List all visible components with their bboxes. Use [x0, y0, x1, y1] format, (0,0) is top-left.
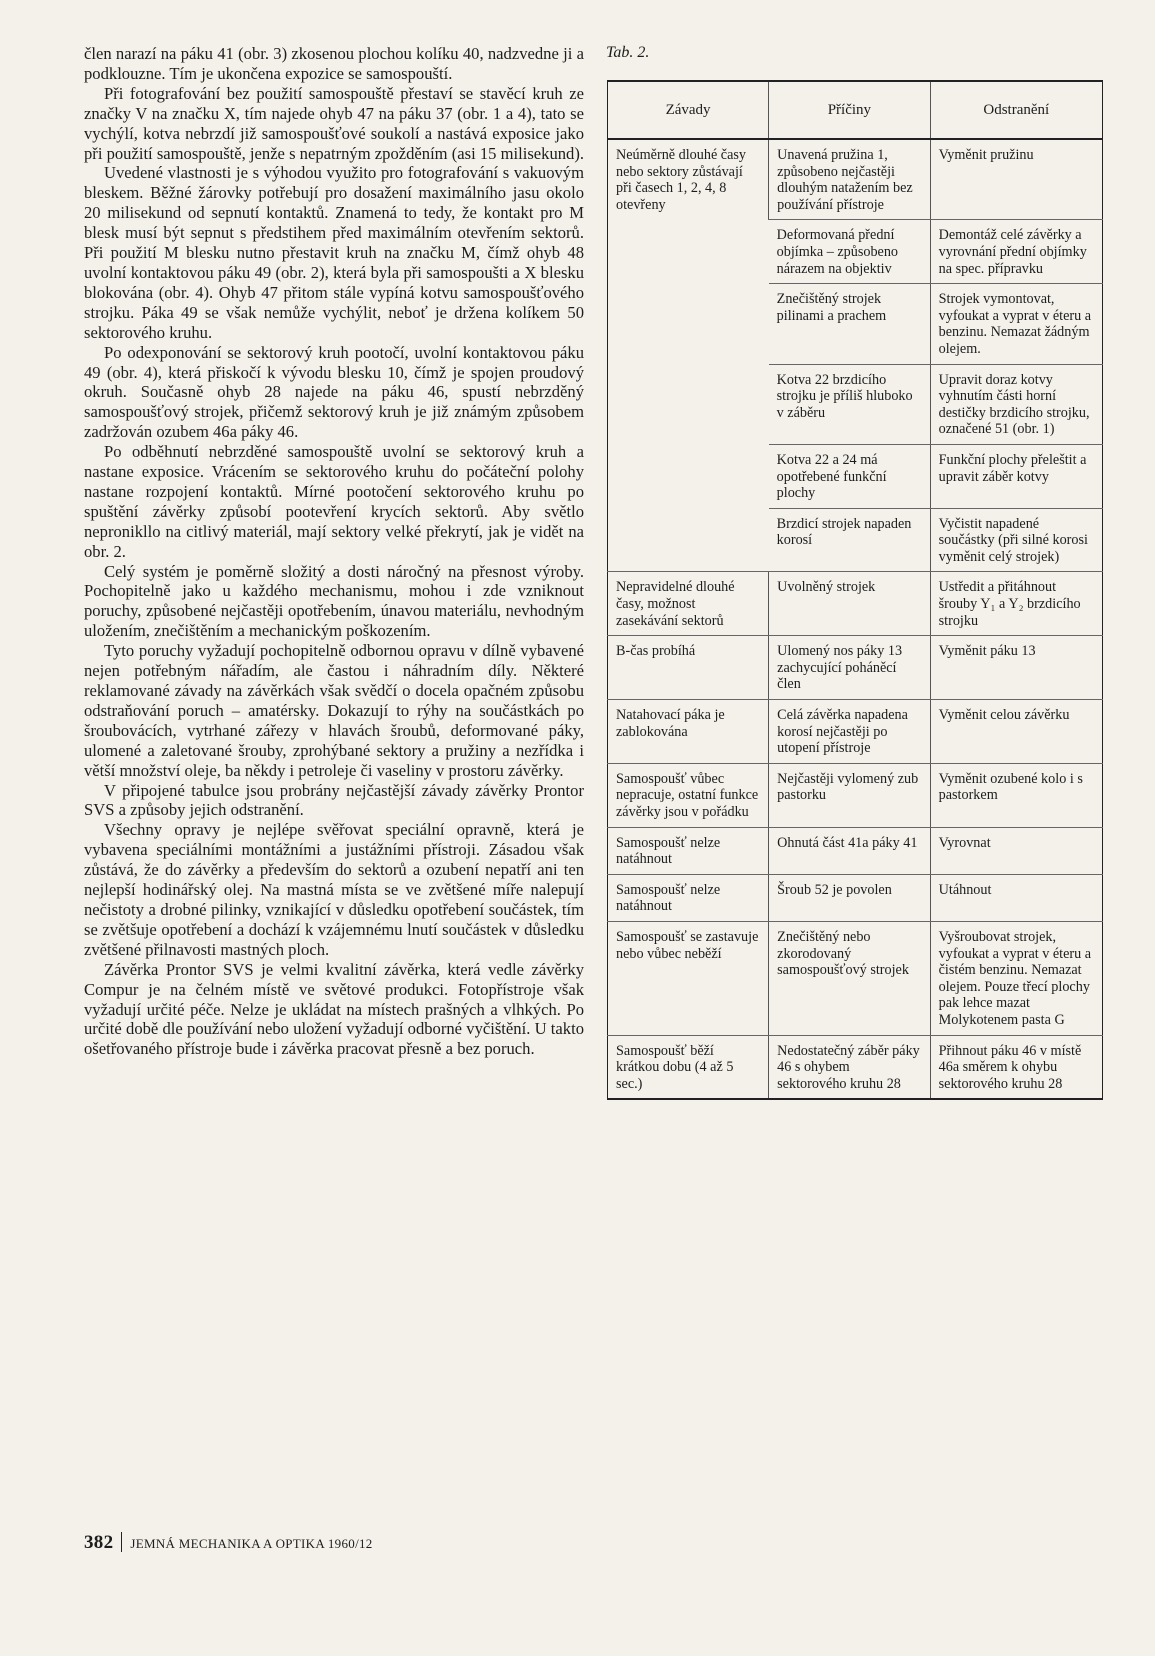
cause-cell: Šroub 52 je povolen	[769, 874, 930, 921]
remedy-cell: Upravit doraz kotvy vyhnutím části horní destičky brzdicího strojku, označené 51 (obr. 1)	[930, 364, 1102, 444]
fault-cell: B-čas probíhá	[608, 636, 769, 700]
cause-cell: Deformovaná přední objímka – způsobeno nárazem na objektiv	[769, 220, 930, 284]
table-row	[608, 572, 1103, 636]
cause-cell: Brzdicí strojek napaden korosí	[769, 508, 930, 572]
remedy-cell: Vyměnit ozubené kolo i s pastorkem	[930, 763, 1102, 827]
fault-cell: Samospoušť nelze natáhnout	[608, 874, 769, 921]
cause-cell: Nejčastěji vylomený zub pastorku	[769, 763, 930, 827]
article-paragraph: Uvedené vlastnosti je s výhodou využito pro fotografování s vakuovým bleskem. Běžné žárovky potřebují pro dosažení maximálního jasu okolo 20 milisekund od sepnutí kontaktů. Znamená to tedy, že kontakt pro M blesk musí být sepnut s předstihem před maximálním otevřením sektorů. Při použití M blesku nutno přestavit kruh na značku M, čímž ohyb 48 uvolní kontaktovou páku 49 (obr. 2), která byla při samospoušti a X blesku blokována (obr. 4). Ohyb 47 přitom stále vypíná kotvu samospoušťového strojku. Páka 49 se však nemůže vychýlit, neboť je držena kolíkem 50 sektorového kruhu.	[84, 163, 584, 342]
remedy-cell: Vyrovnat	[930, 827, 1102, 874]
journal-name: JEMNÁ MECHANIKA A OPTIKA 1960/12	[130, 1536, 373, 1551]
fault-table	[607, 80, 1103, 1100]
header-causes: Příčiny	[769, 81, 930, 139]
fault-cell: Samospoušť běží krátkou dobu (4 až 5 sec.)	[616, 1042, 734, 1092]
fault-cell: Samospoušť vůbec nepracuje, ostatní funkce závěrky jsou v pořádku	[608, 763, 769, 827]
article-paragraph: V připojené tabulce jsou probrány nejčastější závady závěrky Prontor SVS a způsoby jejich odstranění.	[84, 780, 584, 820]
remedy-cell: Funkční plochy přeleštit a upravit záběr kotvy	[930, 444, 1102, 508]
table-label: Tab. 2.	[606, 44, 650, 61]
header-faults: Závady	[608, 81, 769, 139]
remedy-cell: Přihnout páku 46 v místě 46a směrem k ohybu sektorového kruhu 28	[930, 1035, 1102, 1099]
cause-cell: Kotva 22 brzdicího strojku je příliš hluboko v záběru	[769, 364, 930, 444]
remedy-cell: Vyšroubovat strojek, vyfoukat a vyprat v éteru a čistém benzinu. Nemazat olejem. Pouze třecí plochy pak lehce mazat Molykotenem pasta G	[930, 921, 1102, 1035]
fault-cell: Neúměrně dlouhé časy nebo sektory zůstávají při časech 1, 2, 4, 8 otevřeny	[608, 139, 769, 572]
cause-cell: Znečištěný nebo zkorodovaný samospoušťový strojek	[769, 921, 930, 1035]
table-row	[608, 700, 1103, 764]
fault-cell: Nepravidelné dlouhé časy, možnost zasekávání sektorů	[608, 572, 769, 636]
table-row	[608, 1035, 1103, 1099]
page-footer	[84, 1532, 373, 1554]
table-row	[608, 827, 1103, 874]
table-row	[608, 636, 1103, 700]
remedy-cell: Ustředit a přitáhnout šrouby Y₁ a Y₂ brzdicího strojku	[930, 572, 1102, 636]
article-paragraph: člen narazí na páku 41 (obr. 3) zkosenou plochou kolíku 40, nadzvedne ji a podklouzne. Tím je ukončena expozice se samospouští.	[84, 44, 584, 83]
cause-cell: Uvolněný strojek	[769, 572, 930, 636]
remedy-cell: Vyměnit celou závěrku	[930, 700, 1102, 764]
page-number: 382	[84, 1532, 114, 1553]
fault-cell: Samospoušť se zastavuje nebo vůbec neběží	[608, 921, 769, 1035]
table-header-row	[608, 81, 1103, 139]
remedy-cell: Demontáž celé závěrky a vyrovnání přední objímky na spec. přípravku	[930, 220, 1102, 284]
table-row	[608, 763, 1103, 827]
table-row	[608, 921, 1103, 1035]
cause-cell: Unavená pružina 1, způsobeno nejčastěji dlouhým natažením bez používání přístroje	[769, 139, 930, 220]
table-row	[608, 874, 1103, 921]
cause-cell: Ulomený nos páky 13 zachycující poháněcí člen	[769, 636, 930, 700]
remedy-cell: Strojek vymontovat, vyfoukat a vyprat v éteru a benzinu. Nemazat žádným olejem.	[930, 284, 1102, 364]
cause-cell: Kotva 22 a 24 má opotřebené funkční plochy	[769, 444, 930, 508]
fault-cell: Samospoušť nelze natáhnout	[608, 827, 769, 874]
article-paragraph: Závěrka Prontor SVS je velmi kvalitní závěrka, která vedle závěrky Compur je na čelném místě ve světové produkci. Fotopřístroje však vyžadují určité péče. Nelze je ukládat na místech prašných a vlhkých. Po určité době dle používání nebo uložení vyžadují odborné vyčištění. U takto ošetřovaného přístroje bude i závěrka pracovat přesně a bez poruch.	[84, 959, 584, 1059]
remedy-cell: Vyměnit pružinu	[930, 139, 1102, 220]
cause-cell: Celá závěrka napadena korosí nejčastěji po utopení přístroje	[769, 700, 930, 764]
cause-cell: Nedostatečný záběr páky 46 s ohybem sektorového kruhu 28	[769, 1035, 930, 1099]
article-paragraph: Celý systém je poměrně složitý a dosti náročný na přesnost výroby. Pochopitelně jako u každého mechanismu, mohou i zde vzniknout poruchy, způsobené nejčastěji opotřebením, únavou materiálu, nevhodným uložením, znečištěním a mechanickým poškozením.	[84, 561, 584, 641]
article-paragraph: Tyto poruchy vyžadují pochopitelně odbornou opravu v dílně vybavené nejen potřebným nářadím, ale častou i náhradním díly. Některé reklamované závady na závěrkách však svědčí o docela opačném způsobu odstraňování poruch – amatérsky. Dokazují to rýhy na součástkách po šroubovácích, vytrhané zářezy v hlavách šroubů, deformované páky, ulomené a zaletované šrouby, zprohýbané sektory a pružiny a nezřídka i větší množství oleje, ba někdy i petroleje či vaseliny v prostoru závěrky.	[84, 641, 584, 780]
footer-divider	[121, 1532, 122, 1552]
fault-cell: Natahovací páka je zablokována	[608, 700, 769, 764]
article-text	[84, 44, 584, 1059]
remedy-cell: Utáhnout	[930, 874, 1102, 921]
cause-cell: Ohnutá část 41a páky 41	[769, 827, 930, 874]
remedy-cell: Vyměnit páku 13	[930, 636, 1102, 700]
article-paragraph: Po odběhnutí nebrzděné samospouště uvolní se sektorový kruh a nastane exposice. Vrácením se sektorového kruhu do počáteční polohy nastane rozpojení kontaktů. Mírné pootočení sektorového kruhu po spuštění závěrky způsobí pootevření krycích sektorů. Aby světlo nepronikllo na citlivý materiál, mají sektory velké překrytí, jak je vidět na obr. 2.	[84, 442, 584, 561]
table-row	[608, 139, 1103, 220]
article-paragraph: Při fotografování bez použití samospouště přestaví se stavěcí kruh ze značky V na značku X, tím najede ohyb 47 na páku 37 (obr. 1 a 4), tato se vychýlí, kotva nebrzdí již samospoušťové soukolí a nastává exposice jako při použití samospouště, jenže s nepatrným zpožděním (asi 15 milisekund).	[84, 83, 585, 163]
article-paragraph: Všechny opravy je nejlépe svěřovat speciální opravně, která je vybavena speciálními montážními a justážními přístroji. Zásadou však zůstává, že do závěrky a především do sektorů a ozubení nepatří ani ten nejlepší hodinářský olej. Na mastná místa se ve zvětšené míře nalepují nečistoty a drobné pilinky, vznikající v důsledku opotřebení součástek, tím se zvětšuje opotřebení a dochází k vzájemnému lnutí součástek v důsledku zvětšené přilnavosti mastných ploch.	[84, 820, 584, 959]
remedy-cell: Vyčistit napadené součástky (při silné korosi vyměnit celý strojek)	[930, 508, 1102, 572]
article-paragraph: Po odexponování se sektorový kruh pootočí, uvolní kontaktovou páku 49 (obr. 4), která přiskočí k vývodu blesku 10, čímž je spojen proudový okruh. Současně ohyb 28 najede na páku 46, spustí nebrzděný samospoušťový strojek, přičemž sektorový kruh je již známým způsobem zadržován ozubem 46a páky 46.	[84, 342, 584, 442]
header-remedies: Odstranění	[930, 81, 1102, 139]
cause-cell: Znečištěný strojek pilinami a prachem	[769, 284, 930, 364]
